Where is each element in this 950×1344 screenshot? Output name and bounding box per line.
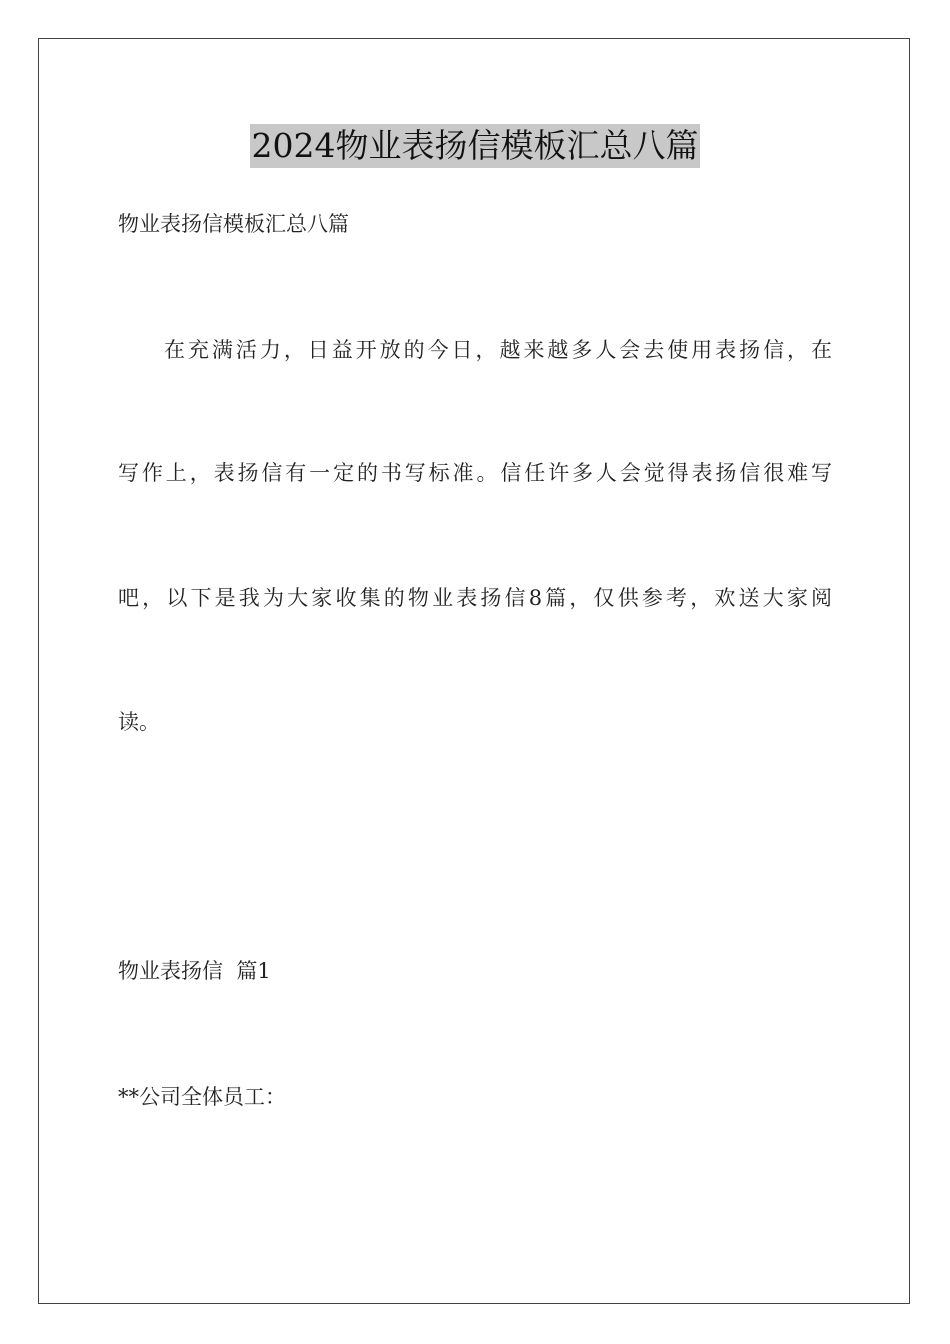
intro-line-4: 读。	[118, 710, 160, 734]
salutation: **公司全体员工：	[118, 1085, 286, 1109]
document-subtitle: 物业表扬信模板汇总八篇	[118, 212, 349, 236]
intro-line-2: 写作上，表扬信有一定的书写标准。信任许多人会觉得表扬信很难写	[118, 461, 832, 485]
intro-line-1: 在充满活力，日益开放的今日，越来越多人会去使用表扬信，在	[164, 338, 832, 362]
section-heading: 物业表扬信 篇1	[118, 959, 271, 983]
document-title: 2024物业表扬信模板汇总八篇	[250, 124, 701, 168]
intro-line-3: 吧，以下是我为大家收集的物业表扬信8篇，仅供参考，欢送大家阅	[118, 586, 832, 610]
title-container	[0, 124, 950, 168]
